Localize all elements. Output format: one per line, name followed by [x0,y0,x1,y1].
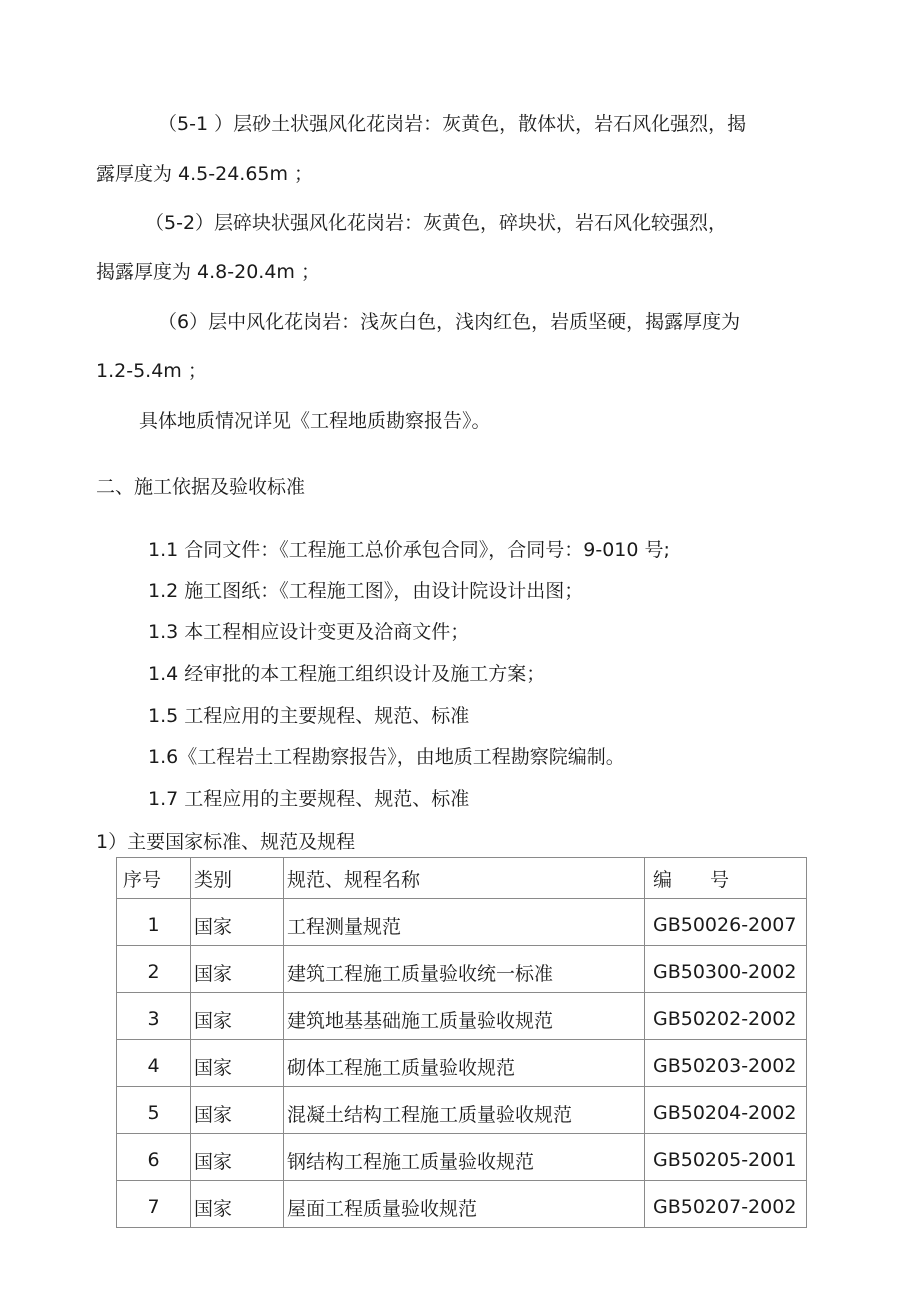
cell-name: 砌体工程施工质量验收规范 [284,1040,645,1087]
cell-name: 钢结构工程施工质量验收规范 [284,1134,645,1181]
table-row [117,1181,807,1228]
paragraph-geology-report: 具体地质情况详见《工程地质勘察报告》。 [139,410,491,432]
basis-item-1-2: 1.2 施工图纸：《工程施工图》，由设计院设计出图； [148,580,584,602]
cell-code: GB50203-2002 [645,1040,807,1087]
cell-category: 国家 [191,899,284,946]
table-caption: 1）主要国家标准、规范及规程 [96,831,356,853]
header-name: 规范、规程名称 [284,858,645,899]
cell-code: GB50207-2002 [645,1181,807,1228]
cell-name: 混凝土结构工程施工质量验收规范 [284,1087,645,1134]
cell-category: 国家 [191,993,284,1040]
section-title: 二、施工依据及验收标准 [96,476,306,498]
paragraph-5-2-line1: （5-2）层碎块状强风化花岗岩：灰黄色，碎块状，岩石风化较强烈， [145,212,728,234]
cell-serial: 4 [117,1040,191,1087]
cell-category: 国家 [191,946,284,993]
cell-code: GB50204-2002 [645,1087,807,1134]
paragraph-6-line1: （6）层中风化花岗岩：浅灰白色，浅肉红色，岩质坚硬，揭露厚度为 [158,311,741,333]
paragraph-5-1-line2: 露厚度为 4.5-24.65m ； [96,163,314,185]
cell-serial: 2 [117,946,191,993]
table-row [117,946,807,993]
paragraph-6-line2: 1.2-5.4m ； [96,360,207,382]
table-row [117,1087,807,1134]
header-category: 类别 [191,858,284,899]
cell-serial: 5 [117,1087,191,1134]
cell-category: 国家 [191,1087,284,1134]
basis-item-1-4: 1.4 经审批的本工程施工组织设计及施工方案； [148,663,546,685]
cell-category: 国家 [191,1134,284,1181]
cell-code: GB50202-2002 [645,993,807,1040]
header-serial: 序号 [117,858,191,899]
paragraph-5-2-line2: 揭露厚度为 4.8-20.4m ； [96,261,320,283]
cell-serial: 7 [117,1181,191,1228]
table-row [117,1134,807,1181]
table-header-row [117,858,807,899]
paragraph-5-1-line1: （5-1 ）层砂土状强风化花岗岩：灰黄色，散体状，岩石风化强烈，揭 [158,113,747,135]
basis-item-1-3: 1.3 本工程相应设计变更及洽商文件； [148,621,470,643]
cell-serial: 6 [117,1134,191,1181]
standards-table [116,857,807,1228]
header-code: 编 号 [645,858,807,899]
cell-name: 屋面工程质量验收规范 [284,1181,645,1228]
cell-serial: 1 [117,899,191,946]
cell-code: GB50205-2001 [645,1134,807,1181]
basis-item-1-1: 1.1 合同文件：《工程施工总价承包合同》，合同号：9-010 号; [148,539,670,561]
basis-item-1-7: 1.7 工程应用的主要规程、规范、标准 [148,788,470,810]
cell-name: 建筑工程施工质量验收统一标准 [284,946,645,993]
cell-name: 工程测量规范 [284,899,645,946]
cell-name: 建筑地基基础施工质量验收规范 [284,993,645,1040]
table-row [117,899,807,946]
cell-category: 国家 [191,1181,284,1228]
cell-category: 国家 [191,1040,284,1087]
cell-serial: 3 [117,993,191,1040]
basis-item-1-6: 1.6《工程岩土工程勘察报告》，由地质工程勘察院编制。 [148,746,625,768]
cell-code: GB50300-2002 [645,946,807,993]
cell-code: GB50026-2007 [645,899,807,946]
basis-item-1-5: 1.5 工程应用的主要规程、规范、标准 [148,705,470,727]
table-row [117,1040,807,1087]
table-row [117,993,807,1040]
